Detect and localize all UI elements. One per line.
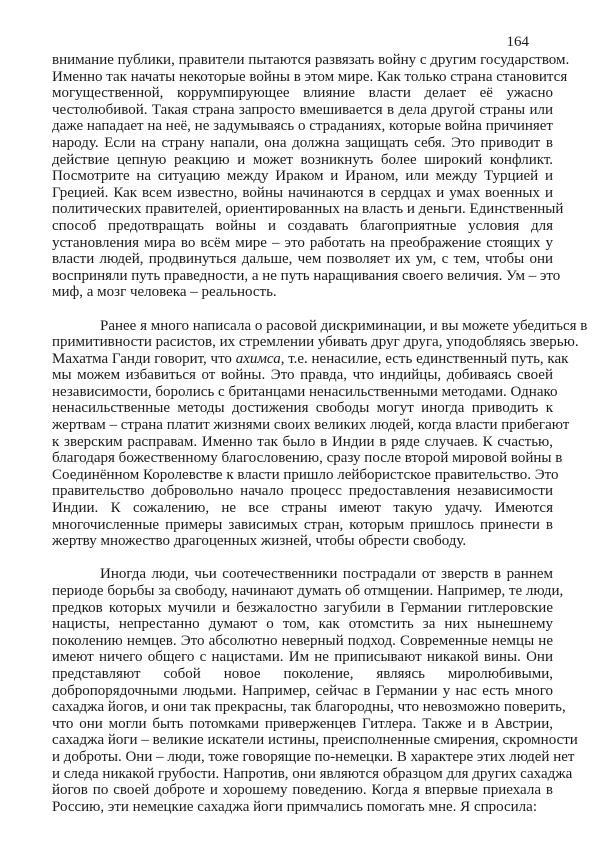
text-line: правительство добровольно начало процесс предоставления независимости: [52, 483, 553, 500]
text-line: нацисты, непрестанно думают о том, как отомстить за них нынешнему: [52, 616, 553, 633]
text-line: могущественной, коррумпирующее влияние власти делает её ужасно: [52, 85, 553, 102]
text-line: Грецией. Как всем известно, войны начинаются в сердцах и умах военных и: [52, 184, 553, 201]
text-line: Иногда люди, чьи соотечественники пострадали от зверств в раннем: [100, 566, 553, 583]
paragraph: [52, 566, 578, 815]
text-line: ненасильственные методы достижения свободы могут иногда приводить к: [52, 400, 553, 417]
text-line: и следа никакой грубости. Напротив, они являются образцом для других сахаджа: [52, 765, 573, 782]
text-line: что они могли быть потомками приверженцев Гитлера. Также и в Австрии,: [52, 715, 553, 732]
text-line: честолюбивой. Такая страна запросто вмешивается в дела другой страны или: [52, 101, 553, 118]
text-line: имеют ничего общего с нацистами. Им не приписывают никакой вины. Они: [52, 649, 553, 666]
text-line: добропорядочными людьми. Например, сейчас в Германии у нас есть много: [52, 682, 553, 699]
text-line: к зверским расправам. Именно так было в Индии в ряде случаев. К счастью,: [52, 433, 553, 450]
paragraph: [52, 317, 588, 550]
text-line: внимание публики, правители пытаются развязать войну с другим государством.: [52, 52, 570, 68]
text-line: сахаджа йоги – великие искатели истины, преисполненные смирения, скромности: [52, 732, 578, 749]
text-line: мы можем избавиться от войны. Это правда, что индийцы, добиваясь своей: [52, 367, 553, 384]
text-line: народу. Если на страну напали, она должна защищать себя. Это приводит в: [52, 134, 553, 151]
text-line: власти людей, продвинуться дальше, чем позволяет их ум, с тем, чтобы они: [52, 251, 553, 268]
text-line: Именно так начаты некоторые войны в этом мире. Как только страна становится: [52, 68, 568, 85]
text-line: установления мира во всём мире – это работать на преображение стоящих у: [52, 234, 553, 251]
text-line: политических правителей, ориентированных на власть и деньги. Единственный: [52, 201, 564, 218]
text-line: предков которых мучили и безжалостно загубили в Германии гитлеровские: [52, 599, 553, 616]
text-line: Соединённом Королевстве к власти пришло лейбористское правительство. Это: [52, 466, 559, 483]
text-line: миф, а мозг человека – реальность.: [52, 284, 277, 301]
text-line: йогов по своей доброте и хорошему поведению. Когда я впервые приехала в: [52, 782, 553, 799]
text-line: Посмотрите на ситуацию между Ираком и Ираном, или между Турцией и: [52, 168, 553, 185]
text-line: жертвам – страна платит жизнями своих великих людей, когда власти прибегают: [52, 417, 570, 434]
text-line: Ранее я много написала о расовой дискриминации, и вы можете убедиться в: [100, 317, 588, 334]
text-line: жертву множество драгоценных жизней, чтобы обрести свободу.: [52, 533, 467, 550]
text-line: независимости, боролись с британцами ненасильственными методами. Однако: [52, 383, 558, 400]
paragraph: [52, 52, 570, 301]
text-line: даже нападает на неё, не задумываясь о страданиях, которые война причиняет: [52, 118, 553, 135]
text-line: восприняли путь праведности, а не путь наращивания своего величия. Ум – это: [52, 267, 561, 284]
text-line: благодаря божественному благословению, сразу после второй мировой войны в: [52, 450, 563, 467]
text-line: представляют собой новое поколение, являясь миролюбивыми,: [52, 665, 553, 682]
text-line: способ предотвращать войны и создавать благоприятные условия для: [52, 217, 553, 234]
text-line: сахаджа йогов, и они так прекрасны, так благородны, что невозможно поверить,: [52, 699, 566, 716]
text-line: действие цепную реакцию и может возникнуть более широкий конфликт.: [52, 151, 553, 168]
text-line: многочисленные примеры зависимых стран, которым пришлось принести в: [52, 516, 553, 533]
page-number: 164: [506, 34, 529, 50]
text-line: и доброты. Они – люди, тоже говорящие по-немецки. В характере этих людей нет: [52, 748, 575, 765]
text-line: периоде борьбы за свободу, начинают думать об отмщении. Например, те люди,: [52, 583, 564, 599]
text-line: Махатма Ганди говорит, что ахимса, т.е. ненасилие, есть единственный путь, как: [52, 350, 569, 367]
text-line: примитивности расистов, их стремлении убивать друг друга, уподобляясь зверью.: [52, 334, 579, 351]
italic-term: ахимса: [235, 350, 281, 367]
document-body: [52, 52, 588, 832]
text-line: Россию, эти немецкие сахаджа йоги примчались помогать мне. Я спросила:: [52, 798, 537, 815]
text-line: поколению немцев. Это абсолютно неверный подход. Современные немцы не: [52, 632, 553, 649]
text-line: Индии. К сожалению, не все страны имеют такую удачу. Имеются: [52, 500, 553, 517]
